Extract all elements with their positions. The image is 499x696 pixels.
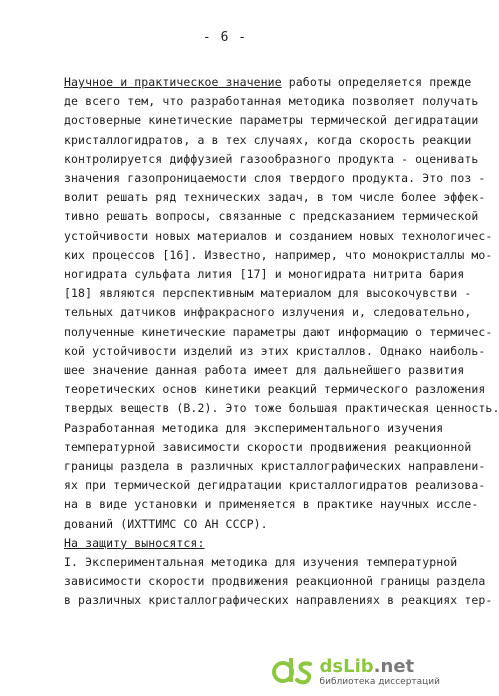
dslib-logo-icon — [272, 656, 316, 688]
text-line: Научное и практическое значение работы определяется прежде — [64, 75, 472, 89]
text-line: достоверные кинетические параметры термической дегидратации — [64, 113, 479, 128]
text-line: устойчивости новых материалов и созданием новых технологичес- — [64, 228, 493, 243]
text-line: кой устойчивости изделий из этих кристаллов. Однако наиболь- — [64, 343, 486, 358]
watermark-brand-suffix: .net — [373, 655, 415, 677]
text-line: I. Экспериментальная методика для изучения температурной — [64, 555, 458, 569]
text-line: полученные кинетические параметры дают информацию о термичес- — [64, 324, 493, 339]
text-line: теоретических основ кинетики реакций термического разложения — [64, 382, 486, 397]
text-line: Разработанная методика для экспериментального изучения — [64, 420, 444, 435]
underlined-heading: Научное и практическое значение — [64, 75, 282, 89]
text-line: ногидрата сульфата лития [17] и моногидрата нитрита бария — [64, 267, 465, 281]
watermark-brand-main: dsLib — [319, 655, 374, 677]
underlined-heading: На защиту выносятся: — [64, 535, 205, 550]
text-line: на в виде установки и применяется в практике научных иссле- — [64, 497, 479, 512]
text-line: значения газопроницаемости слоя твердого продукта. Это поз - — [64, 171, 486, 185]
watermark[interactable] — [272, 656, 440, 688]
text-line: в различных кристаллографических направлениях в реакциях тер- — [64, 593, 493, 608]
page-number: - 6 - — [202, 30, 248, 45]
text-line: [18] являются перспективным материалом для высокочувстви - — [64, 286, 472, 301]
text-line: ких процессов [16]. Известно, например, что монокристаллы мо- — [64, 247, 493, 262]
text-line: де всего тем, что разработанная методика позволяет получать — [64, 94, 479, 109]
text-line: шее значение данная работа имеет для дальнейшего развития — [64, 363, 465, 377]
text-line: твердых веществ (В.2). Это тоже большая практическая ценность. — [64, 401, 499, 416]
text-line: температурной зависимости скорости продвижения реакционной — [64, 439, 472, 454]
text-line: зависимости скорости продвижения реакционной границы раздела — [64, 574, 486, 589]
text-line — [64, 536, 204, 550]
text-line: тивно решать вопросы, связанные с предсказанием термической — [64, 209, 479, 224]
text-line: волит решать ряд технических задач, в том числе более эффек- — [64, 190, 486, 205]
text-line: дований (ИХТТИМС СО АН СССР). — [64, 516, 268, 531]
text-line: границы раздела в различных кристаллографических направлени- — [64, 459, 486, 473]
text-line: ях при термической дегидратации кристаллогидратов реализова- — [64, 478, 486, 493]
text-line: контролируется диффузией газообразного продукта - оценивать — [64, 151, 479, 166]
watermark-subtitle: библиотека диссертаций — [319, 676, 440, 687]
text-line: тельных датчиков инфракрасного излучения и, следовательно, — [64, 305, 472, 320]
watermark-brand — [319, 655, 440, 677]
text-line: кристаллогидратов, а в тех случаях, когда скорость реакции — [64, 132, 472, 147]
